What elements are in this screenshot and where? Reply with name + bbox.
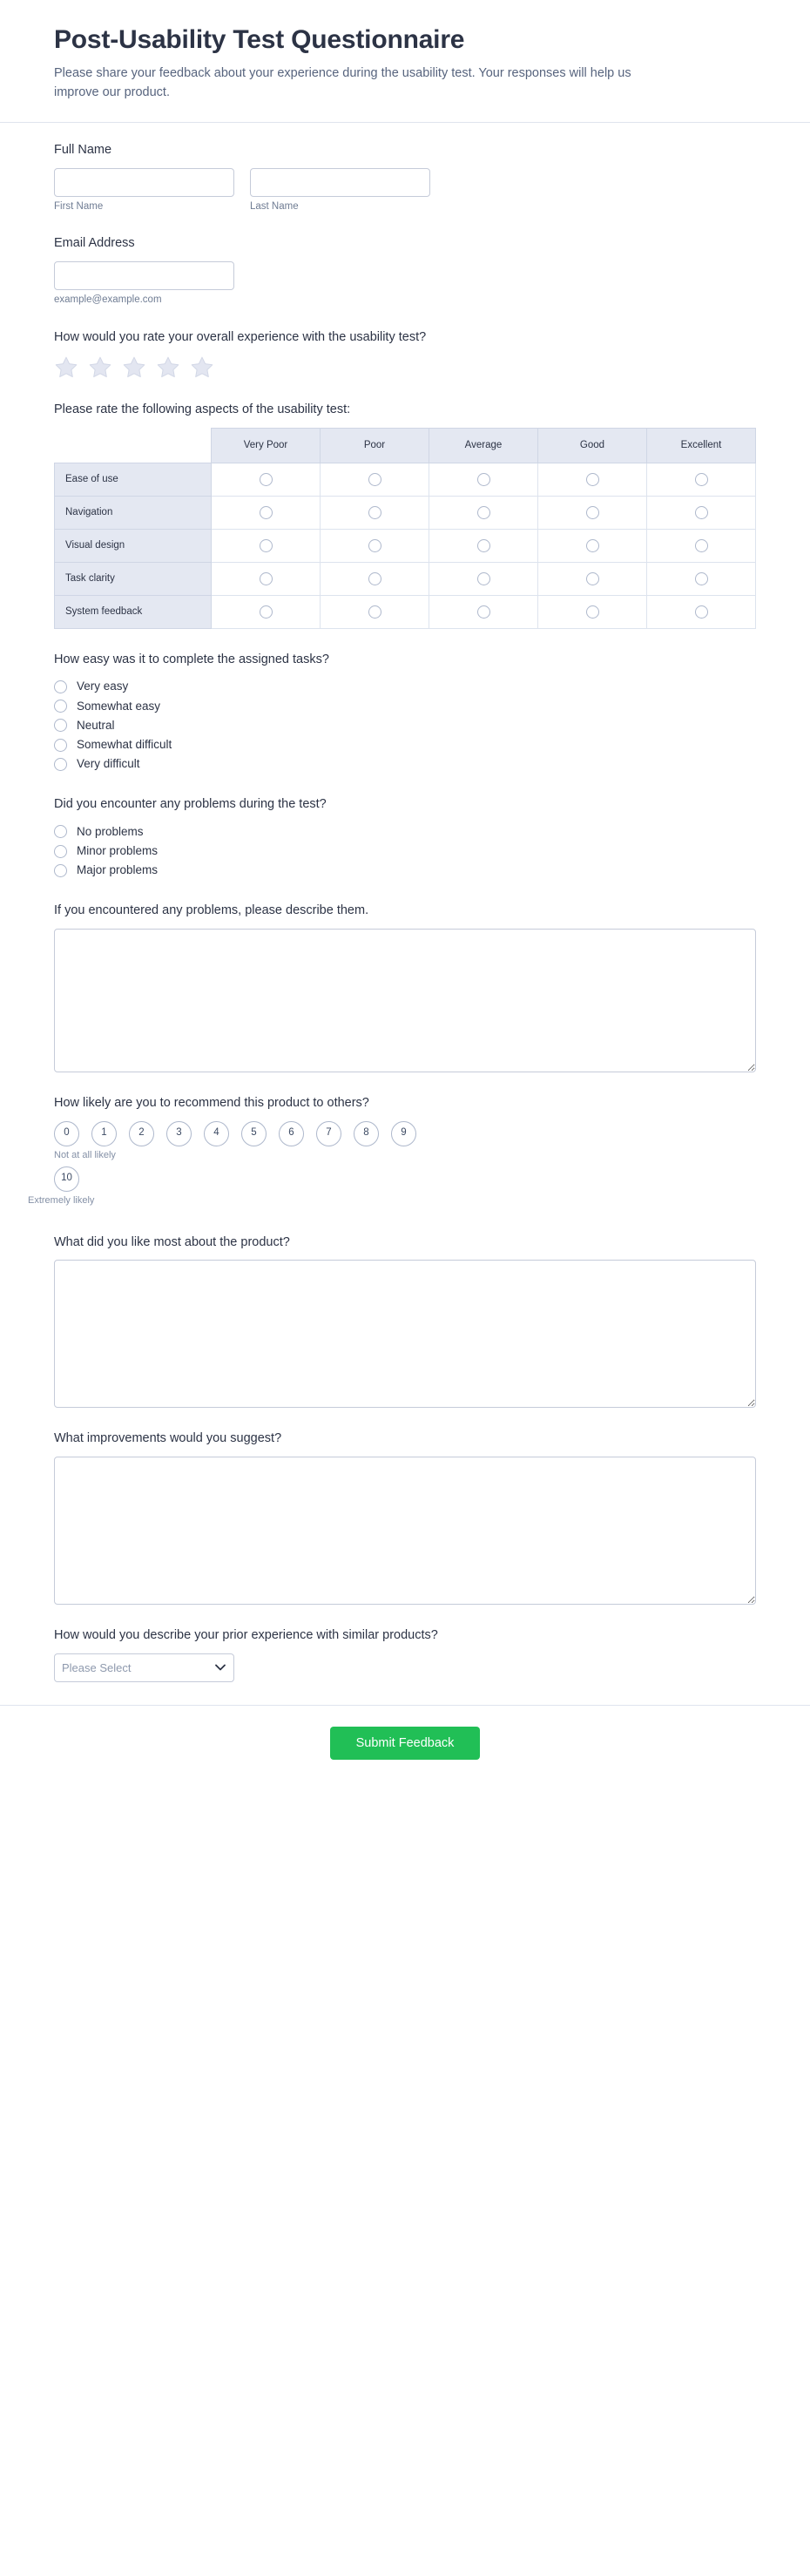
task-ease-option-label: Very difficult: [77, 757, 140, 771]
last-name-input[interactable]: [250, 168, 430, 197]
matrix-cell[interactable]: [212, 496, 321, 529]
field-liked-most: [54, 1234, 756, 1409]
matrix-radio[interactable]: [695, 539, 708, 552]
nps-option-9[interactable]: 9: [391, 1121, 416, 1146]
matrix-radio[interactable]: [586, 506, 599, 519]
matrix-radio[interactable]: [695, 506, 708, 519]
matrix-cell[interactable]: [647, 529, 756, 562]
nps-scale-row-secondary: [54, 1166, 756, 1192]
problem-describe-textarea[interactable]: [54, 929, 756, 1072]
task-ease-option-label: Somewhat difficult: [77, 737, 172, 751]
matrix-row-label: Navigation: [55, 496, 212, 529]
submit-button[interactable]: Submit Feedback: [330, 1727, 481, 1760]
matrix-cell[interactable]: [321, 463, 429, 496]
email-label: Email Address: [54, 236, 135, 251]
problems-options: [54, 822, 756, 881]
last-name-group: [250, 168, 430, 213]
field-overall-rating: [54, 329, 756, 380]
matrix-row: [55, 595, 756, 628]
matrix-radio[interactable]: [368, 572, 381, 585]
task-ease-option[interactable]: [54, 716, 756, 735]
field-aspect-matrix: [54, 402, 756, 629]
matrix-row: [55, 562, 756, 595]
liked-most-textarea[interactable]: [54, 1260, 756, 1408]
task-ease-radio[interactable]: [54, 739, 67, 752]
nps-option-10[interactable]: 10: [54, 1166, 79, 1192]
matrix-radio[interactable]: [368, 473, 381, 486]
star-icon-1[interactable]: [54, 355, 78, 379]
task-ease-option-label: Very easy: [77, 679, 129, 693]
form-body: [0, 123, 810, 1682]
improvements-label: What improvements would you suggest?: [54, 1431, 282, 1446]
matrix-row-label: Task clarity: [55, 562, 212, 595]
problem-describe-label: If you encountered any problems, please describe them.: [54, 903, 369, 918]
problems-option[interactable]: [54, 842, 756, 861]
nps-option-7[interactable]: 7: [316, 1121, 341, 1146]
matrix-radio[interactable]: [260, 506, 273, 519]
nps-option-8[interactable]: 8: [354, 1121, 379, 1146]
task-ease-radio[interactable]: [54, 719, 67, 732]
nps-low-caption: Not at all likely: [54, 1149, 116, 1160]
task-ease-option[interactable]: [54, 697, 756, 716]
matrix-radio[interactable]: [586, 605, 599, 619]
page-subtitle: Please share your feedback about your experience during the usability test. Your responses will help us improve our product.: [54, 66, 631, 100]
matrix-cell[interactable]: [212, 595, 321, 628]
matrix-radio[interactable]: [477, 506, 490, 519]
matrix-row-label: Ease of use: [55, 463, 212, 496]
matrix-cell[interactable]: [538, 463, 647, 496]
matrix-radio[interactable]: [586, 539, 599, 552]
prior-experience-select[interactable]: [54, 1653, 234, 1682]
task-ease-radio[interactable]: [54, 700, 67, 713]
first-name-input[interactable]: [54, 168, 234, 197]
matrix-corner-cell: [55, 428, 212, 463]
problems-option[interactable]: [54, 861, 756, 880]
matrix-cell[interactable]: [538, 496, 647, 529]
task-ease-option[interactable]: [54, 754, 756, 774]
nps-option-5[interactable]: 5: [241, 1121, 267, 1146]
field-problem-describe: [54, 903, 756, 1072]
nps-scale-row-primary: [54, 1121, 756, 1146]
matrix-cell[interactable]: [212, 562, 321, 595]
problems-radio[interactable]: [54, 845, 67, 858]
star-rating-group[interactable]: [54, 355, 756, 379]
matrix-cell[interactable]: [429, 529, 538, 562]
matrix-radio[interactable]: [586, 572, 599, 585]
matrix-cell[interactable]: [429, 562, 538, 595]
matrix-cell[interactable]: [538, 562, 647, 595]
email-group: [54, 261, 234, 307]
star-icon-5[interactable]: [190, 355, 214, 379]
matrix-radio[interactable]: [586, 473, 599, 486]
full-name-label: Full Name: [54, 142, 112, 157]
task-ease-radio[interactable]: [54, 758, 67, 771]
form-footer: [0, 1705, 810, 1789]
matrix-radio[interactable]: [477, 539, 490, 552]
matrix-radio[interactable]: [368, 539, 381, 552]
matrix-cell[interactable]: [321, 595, 429, 628]
matrix-cell[interactable]: [212, 463, 321, 496]
matrix-radio[interactable]: [260, 473, 273, 486]
field-email: [54, 235, 756, 306]
matrix-radio[interactable]: [477, 572, 490, 585]
nps-label: How likely are you to recommend this product to others?: [54, 1095, 369, 1110]
matrix-column-header: Very Poor: [212, 428, 321, 463]
page-title: Post-Usability Test Questionnaire: [54, 25, 465, 54]
matrix-row: [55, 496, 756, 529]
field-task-ease: [54, 652, 756, 774]
nps-option-0[interactable]: 0: [54, 1121, 79, 1146]
matrix-cell[interactable]: [647, 562, 756, 595]
matrix-radio[interactable]: [368, 605, 381, 619]
task-ease-option[interactable]: [54, 677, 756, 696]
problems-radio[interactable]: [54, 864, 67, 877]
improvements-textarea[interactable]: [54, 1457, 756, 1605]
nps-option-6[interactable]: 6: [279, 1121, 304, 1146]
matrix-radio[interactable]: [477, 473, 490, 486]
matrix-cell[interactable]: [429, 595, 538, 628]
matrix-cell[interactable]: [538, 529, 647, 562]
nps-option-2[interactable]: 2: [129, 1121, 154, 1146]
liked-most-label: What did you like most about the product?: [54, 1234, 290, 1249]
prior-experience-select-wrap: [54, 1653, 234, 1682]
matrix-cell[interactable]: [538, 595, 647, 628]
matrix-radio[interactable]: [477, 605, 490, 619]
matrix-cell[interactable]: [647, 496, 756, 529]
matrix-radio[interactable]: [368, 506, 381, 519]
problems-option-label: Minor problems: [77, 844, 159, 858]
matrix-cell[interactable]: [647, 595, 756, 628]
matrix-radio[interactable]: [260, 605, 273, 619]
task-ease-label: How easy was it to complete the assigned tasks?: [54, 652, 329, 666]
matrix-cell[interactable]: [321, 562, 429, 595]
nps-high-caption: Extremely likely: [28, 1194, 95, 1206]
matrix-cell[interactable]: [429, 463, 538, 496]
task-ease-option-label: Neutral: [77, 718, 115, 732]
star-icon-4[interactable]: [156, 355, 180, 379]
field-problems: [54, 796, 756, 880]
matrix-radio[interactable]: [695, 605, 708, 619]
task-ease-option-label: Somewhat easy: [77, 699, 161, 713]
task-ease-radio[interactable]: [54, 680, 67, 693]
email-sublabel: example@example.com: [54, 294, 162, 305]
star-icon-3[interactable]: [122, 355, 146, 379]
matrix-cell[interactable]: [429, 496, 538, 529]
nps-option-3[interactable]: 3: [166, 1121, 192, 1146]
matrix-row-label: Visual design: [55, 529, 212, 562]
prior-experience-label: How would you describe your prior experience with similar products?: [54, 1628, 438, 1643]
matrix-radio[interactable]: [695, 572, 708, 585]
email-input[interactable]: [54, 261, 234, 290]
matrix-column-header: Good: [538, 428, 647, 463]
matrix-radio[interactable]: [695, 473, 708, 486]
field-full-name: [54, 142, 756, 213]
last-name-sublabel: Last Name: [250, 200, 299, 212]
form-header: [0, 0, 810, 123]
field-prior-experience: [54, 1627, 756, 1682]
matrix-cell[interactable]: [212, 529, 321, 562]
problems-option-label: No problems: [77, 824, 144, 838]
rating-matrix: [54, 428, 756, 629]
matrix-row-label: System feedback: [55, 595, 212, 628]
matrix-cell[interactable]: [647, 463, 756, 496]
problems-option[interactable]: [54, 822, 756, 842]
field-nps: [28, 1095, 756, 1207]
matrix-radio[interactable]: [260, 539, 273, 552]
matrix-radio[interactable]: [260, 572, 273, 585]
task-ease-options: [54, 677, 756, 774]
nps-scale: [28, 1121, 756, 1207]
matrix-row: [55, 463, 756, 496]
matrix-label: Please rate the following aspects of the usability test:: [54, 402, 351, 417]
matrix-column-header: Poor: [321, 428, 429, 463]
first-name-sublabel: First Name: [54, 200, 104, 212]
first-name-group: [54, 168, 234, 213]
problems-radio[interactable]: [54, 825, 67, 838]
task-ease-option[interactable]: [54, 735, 756, 754]
problems-option-label: Major problems: [77, 863, 159, 877]
nps-option-4[interactable]: 4: [204, 1121, 229, 1146]
matrix-row: [55, 529, 756, 562]
star-icon-2[interactable]: [88, 355, 112, 379]
matrix-column-header: Excellent: [647, 428, 756, 463]
overall-rating-label: How would you rate your overall experience with the usability test?: [54, 329, 427, 344]
problems-label: Did you encounter any problems during the test?: [54, 797, 327, 812]
matrix-column-header: Average: [429, 428, 538, 463]
nps-option-1[interactable]: 1: [91, 1121, 117, 1146]
field-improvements: [54, 1430, 756, 1605]
matrix-cell[interactable]: [321, 529, 429, 562]
matrix-cell[interactable]: [321, 496, 429, 529]
